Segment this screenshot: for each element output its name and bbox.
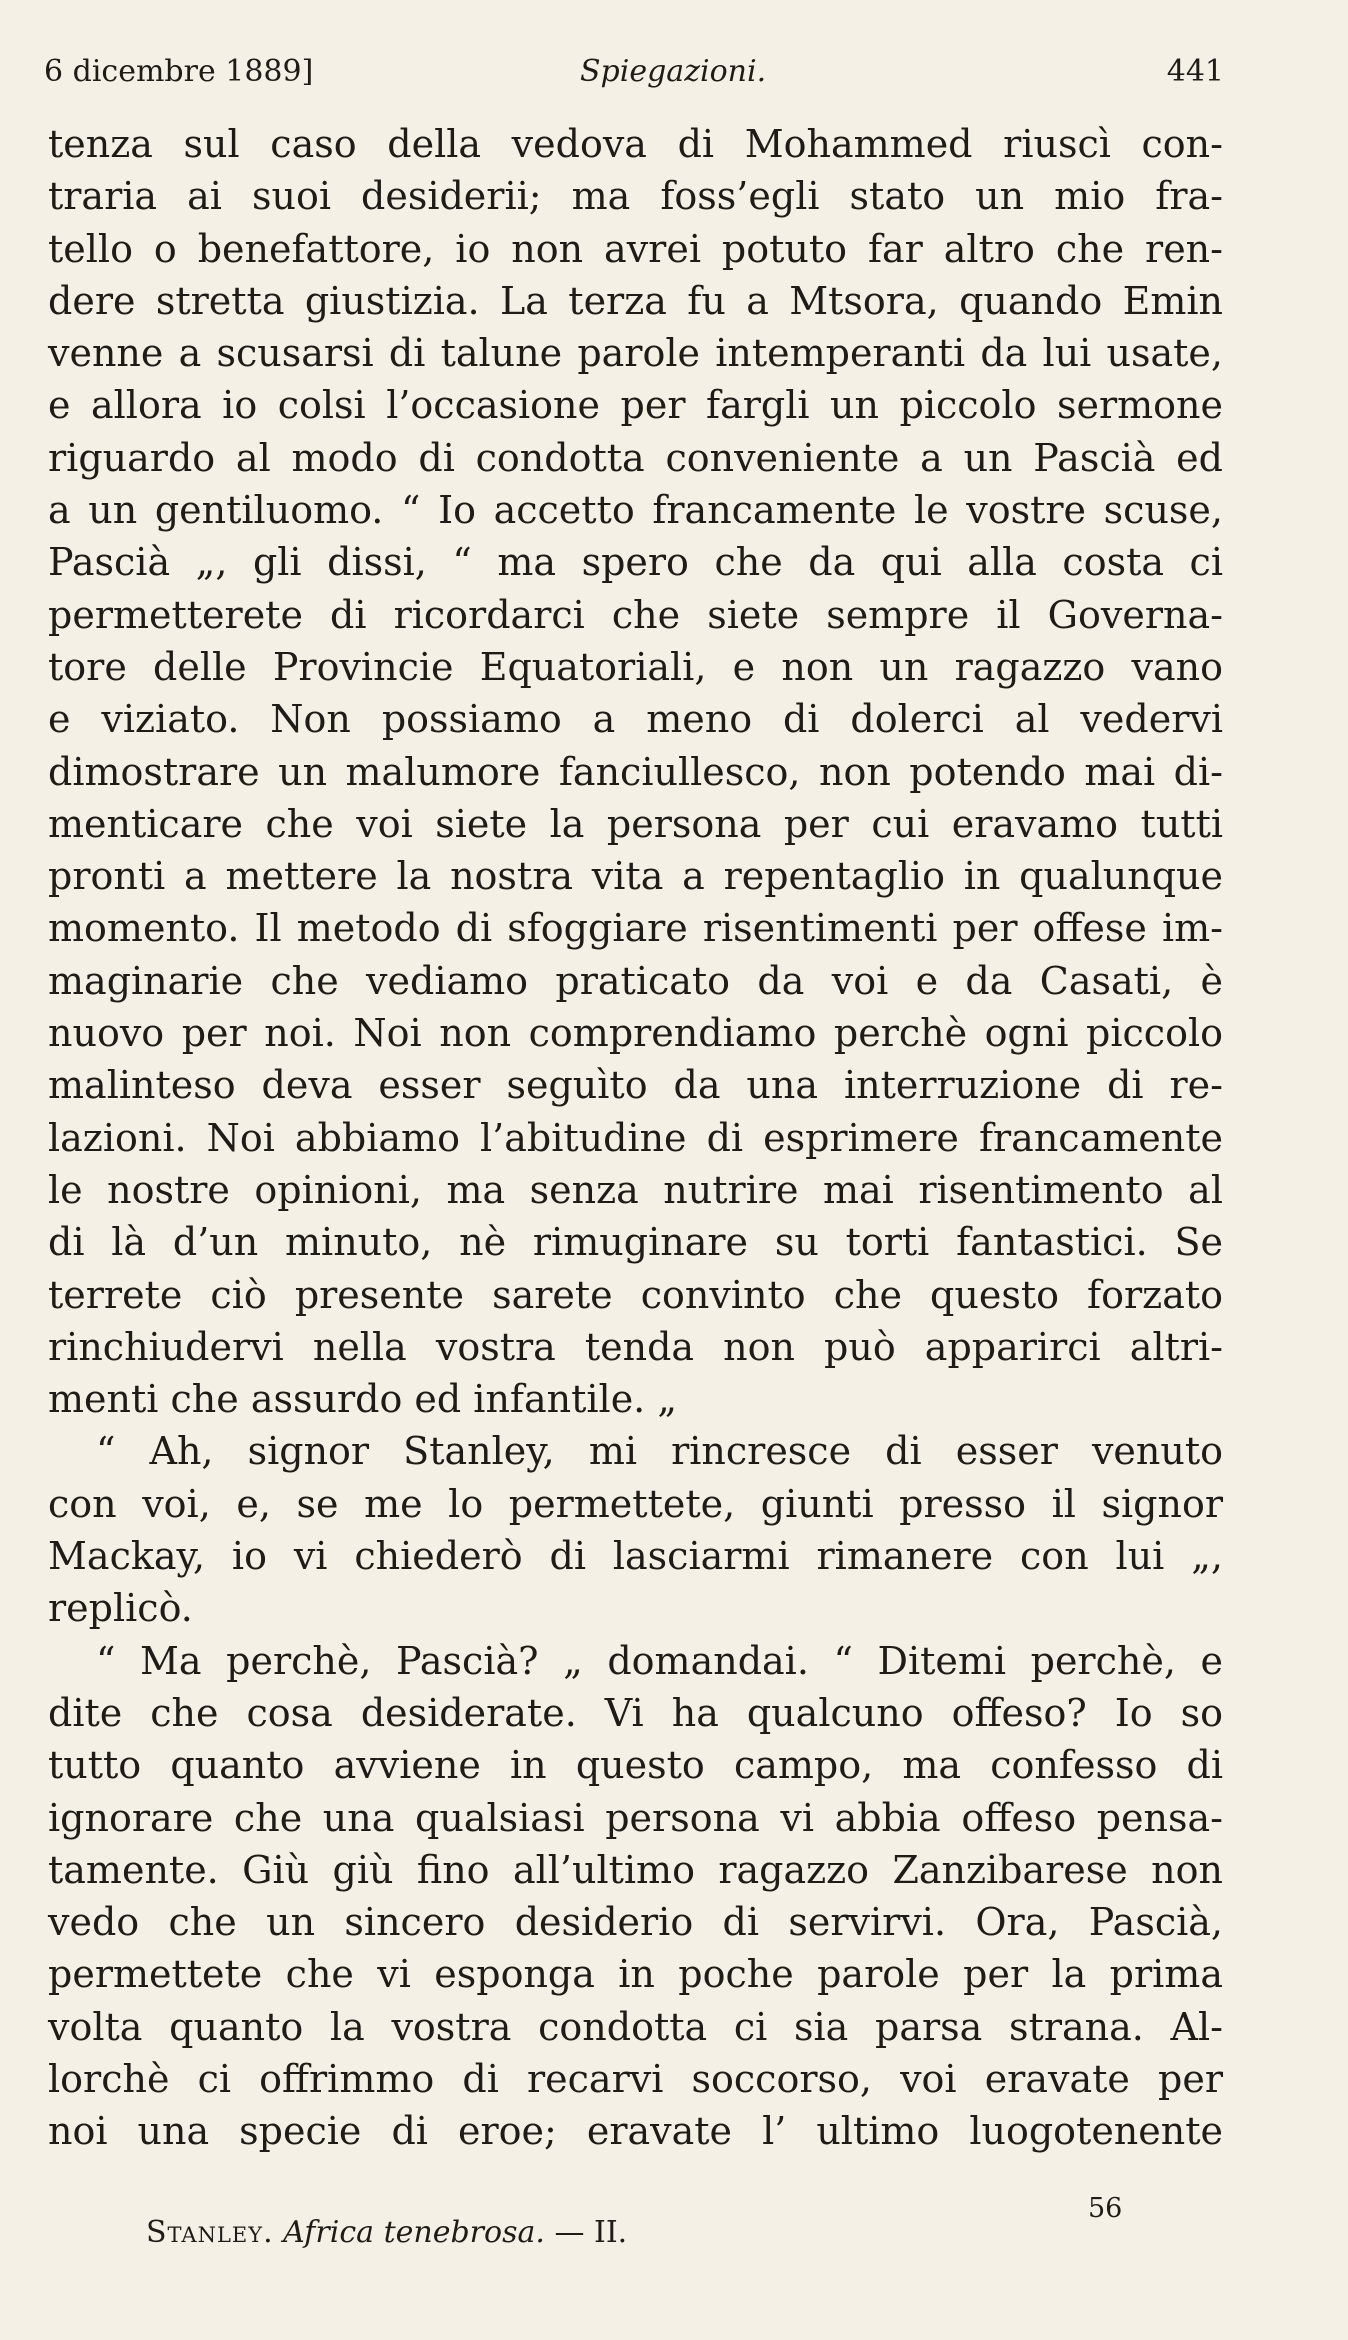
text-line: “ Ah, signor Stanley, mi rincresce di esser venuto (96, 1429, 1223, 1474)
footer-work-title: Africa tenebrosa. (283, 2215, 545, 2250)
text-line: nuovo per noi. Noi non comprendiamo perchè ogni piccolo (48, 1011, 1223, 1056)
text-line: venne a scusarsi di talune parole intemperanti da lui usate, (48, 331, 1223, 376)
text-line: rinchiudervi nella vostra tenda non può apparirci altri- (48, 1324, 1223, 1369)
text-line: menticare che voi siete la persona per cui eravamo tutti (48, 801, 1223, 846)
text-line: pronti a mettere la nostra vita a repentaglio in qualunque (48, 854, 1223, 899)
text-line: permetterete di ricordarci che siete sempre il Governa- (48, 592, 1223, 637)
header-date: 6 dicembre 1889] (44, 54, 314, 89)
text-line: vedo che un sincero desiderio di servirvi. Ora, Pascià, (48, 1900, 1223, 1945)
body-text (48, 118, 1223, 2158)
text-line: a un gentiluomo. “ Io accetto francamente le vostre scuse, (48, 488, 1223, 533)
text-line: e allora io colsi l’occasione per fargli un piccolo sermone (48, 383, 1223, 428)
footer-citation (146, 2208, 1146, 2258)
text-line: lazioni. Noi abbiamo l’abitudine di esprimere francamente (48, 1115, 1223, 1160)
text-line: tenza sul caso della vedova di Mohammed riuscì con- (48, 122, 1223, 166)
text-line: lorchè ci offrimmo di recarvi soccorso, voi eravate per (48, 2056, 1223, 2101)
text-line: tutto quanto avviene in questo campo, ma confesso di (48, 1743, 1223, 1788)
text-line: volta quanto la vostra condotta ci sia parsa strana. Al- (48, 2004, 1223, 2049)
text-line: permettete che vi esponga in poche parole per la prima (48, 1952, 1223, 1997)
text-line: tamente. Giù giù fino all’ultimo ragazzo Zanzibarese non (48, 1847, 1223, 1892)
footer-author: Stanley. (146, 2215, 274, 2250)
text-line: tello o benefattore, io non avrei potuto far altro che ren- (48, 226, 1223, 271)
running-header (44, 48, 1224, 96)
text-line: menti che assurdo ed infantile. „ (48, 1377, 678, 1422)
footer-volume: — II. (554, 2215, 628, 2250)
text-line: e viziato. Non possiamo a meno di dolerci al vedervi (48, 697, 1223, 742)
text-line: momento. Il metodo di sfoggiare risentimenti per offese im- (48, 906, 1223, 951)
text-line: riguardo al modo di condotta conveniente a un Pascià ed (48, 435, 1223, 480)
text-line: terrete ciò presente sarete convinto che questo forzato (48, 1272, 1223, 1317)
page-number: 441 (1166, 54, 1224, 89)
text-line: malinteso deva esser seguìto da una interruzione di re- (48, 1063, 1223, 1108)
text-line: Mackay, io vi chiederò di lasciarmi rimanere con lui „, (48, 1534, 1223, 1579)
text-line: dite che cosa desiderate. Vi ha qualcuno offeso? Io so (48, 1690, 1223, 1735)
text-line: replicò. (48, 1586, 193, 1631)
text-line: noi una specie di eroe; eravate l’ ultimo luogotenente (48, 2109, 1223, 2154)
text-line: le nostre opinioni, ma senza nutrire mai risentimento al (48, 1167, 1223, 1212)
text-line: di là d’un minuto, nè rimuginare su torti fantastici. Se (48, 1220, 1223, 1265)
signature-mark: 56 (1088, 2193, 1123, 2224)
text-line: dere stretta giustizia. La terza fu a Mtsora, quando Emin (48, 278, 1223, 323)
text-line: Pascià „, gli dissi, “ ma spero che da qui alla costa ci (48, 540, 1223, 585)
text-line: con voi, e, se me lo permettete, giunti presso il signor (48, 1481, 1223, 1526)
header-title: Spiegazioni. (580, 54, 767, 89)
text-line: maginarie che vediamo praticato da voi e da Casati, è (48, 958, 1223, 1003)
text-line: tore delle Provincie Equatoriali, e non un ragazzo vano (48, 644, 1223, 689)
text-line: “ Ma perchè, Pascià? „ domandai. “ Ditemi perchè, e (96, 1638, 1223, 1683)
text-line: traria ai suoi desiderii; ma foss’egli stato un mio fra- (48, 174, 1223, 219)
text-line: dimostrare un malumore fanciullesco, non potendo mai di- (48, 749, 1223, 794)
text-line: ignorare che una qualsiasi persona vi abbia offeso pensa- (48, 1795, 1223, 1840)
